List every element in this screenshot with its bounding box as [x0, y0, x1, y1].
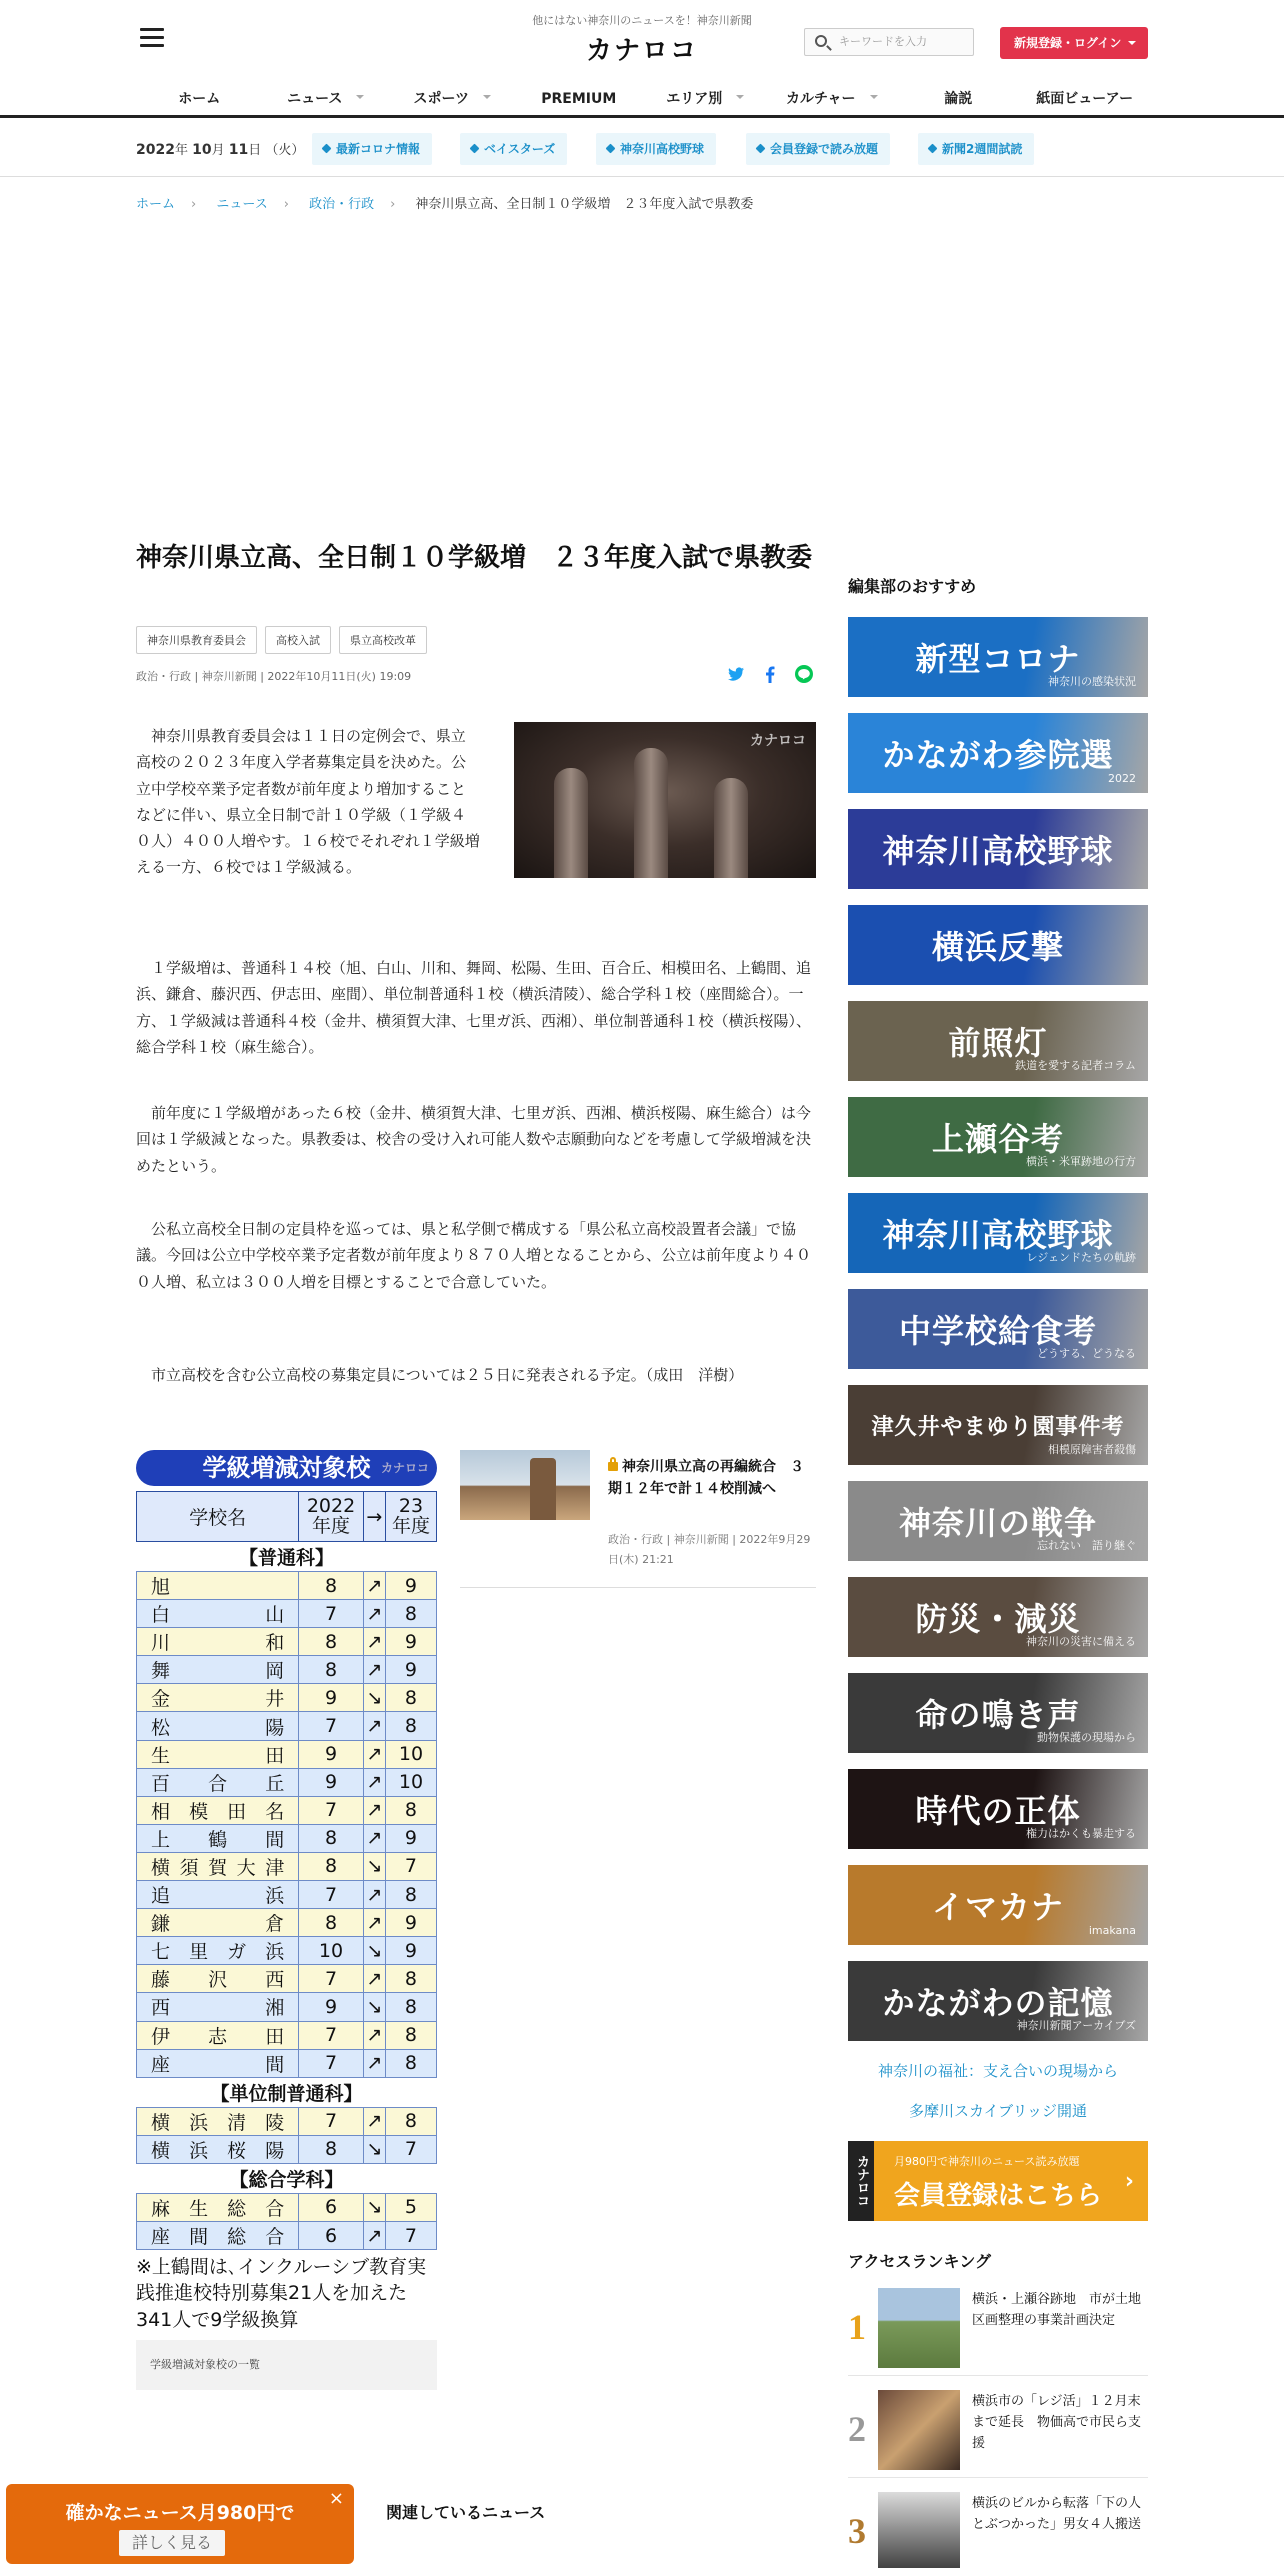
ranking-number: 2 — [848, 2409, 866, 2449]
promo-text: 確かなニュース月980円で — [65, 2502, 295, 2524]
table-cell-to: 8 — [385, 1965, 436, 1993]
article-tags — [136, 626, 427, 654]
recommend-banner-subtitle: どうする、どうなる — [1037, 1347, 1136, 1360]
table-cell-dir: ↗ — [363, 1600, 385, 1628]
recommend-banner-subtitle: 動物保護の現場から — [1037, 1731, 1136, 1744]
table-row — [137, 1628, 437, 1656]
table-cell-dir: ↗ — [363, 2107, 385, 2135]
table-cell-dir: ↗ — [363, 1909, 385, 1937]
breadcrumb-politics[interactable]: 政治・行政 — [309, 197, 375, 212]
recommend-banner[interactable] — [848, 1097, 1148, 1177]
ranking-title[interactable]: 横浜のビルから転落「下の人とぶつかった」男女４人搬送 — [972, 2496, 1142, 2532]
table-cell-from: 7 — [299, 1965, 364, 1993]
col-from-label: 2022 年度 — [306, 1494, 356, 1537]
related-article-meta: 政治・行政 | 神奈川新聞 | 2022年9月29日(木) 21:21 — [608, 1533, 811, 1566]
member-banner-main: 会員登録はこちら — [894, 2181, 1103, 2211]
related-article-title[interactable]: 神奈川県立高の再編統合 ３期１２年で計１４校削減へ — [608, 1459, 804, 1498]
ranking-item[interactable] — [848, 2384, 1148, 2478]
table-cell-school: 七里ガ浜 — [137, 1937, 299, 1965]
table-row — [137, 1740, 437, 1768]
table-cell-from: 7 — [299, 1881, 364, 1909]
table-cell-dir: ↗ — [363, 1656, 385, 1684]
breadcrumb-current: 神奈川県立高、全日制１０学級増 ２３年度入試で県教委 — [415, 197, 754, 212]
lock-icon — [608, 1462, 618, 1471]
recommend-banner-subtitle: 神奈川新聞アーカイブズ — [1016, 2019, 1136, 2032]
article-paragraph: １学級増は、普通科１４校（旭、白山、川和、舞岡、松陽、生田、百合丘、相模田名、上鶴間、追浜、鎌倉、藤沢西、伊志田、座間）、単位制普通科１校（横浜清陵）、総合学科１校（座間総合）。一方、１学級減は普通科４校（金井、横須賀大津、七里ガ浜、西湘）、単位制普通科１校（横浜桜陽）、総合学科１校（麻生総合）。 — [136, 959, 812, 1056]
recommend-banner-subtitle: 神奈川の災害に備える — [1026, 1635, 1136, 1648]
table-cell-from: 8 — [299, 2135, 364, 2163]
recommend-banner[interactable] — [848, 1193, 1148, 1273]
recommend-banner[interactable] — [848, 713, 1148, 793]
table-cell-to: 8 — [385, 1712, 436, 1740]
table-section-row — [137, 1542, 437, 1572]
article-photo[interactable] — [514, 722, 816, 878]
login-button[interactable]: 新規登録・ログイン — [1000, 27, 1148, 59]
recommend-banner[interactable] — [848, 1385, 1148, 1465]
table-cell-school: 西湘 — [137, 1993, 299, 2021]
sidebar-link-skybridge[interactable]: 多摩川スカイブリッジ開通 — [909, 2102, 1087, 2120]
table-cell-from: 7 — [299, 1712, 364, 1740]
table-cell-school: 松陽 — [137, 1712, 299, 1740]
table-cell-dir: ↗ — [363, 2021, 385, 2049]
tag-baystars[interactable]: ベイスターズ — [460, 133, 567, 165]
table-cell-school: 川和 — [137, 1628, 299, 1656]
table-cell-school: 横須賀大津 — [137, 1852, 299, 1880]
tag-trial[interactable]: 新聞2週間試読 — [918, 133, 1034, 165]
table-row — [137, 2049, 437, 2077]
table-cell-dir: ↗ — [363, 1768, 385, 1796]
article-paragraph: 前年度に１学級増があった６校（金井、横須賀大津、七里ガ浜、西湘、横浜桜陽、麻生総合）は今回は１学級減となった。県教委は、校舎の受け入れ可能人数や志願動向などを考慮して学級増減を決めたという。 — [136, 1104, 812, 1175]
date-tag-bar — [0, 121, 1284, 177]
table-row — [137, 1768, 437, 1796]
table-cell-school: 座間 — [137, 2049, 299, 2077]
table-cell-from: 8 — [299, 1656, 364, 1684]
recommend-banner-subtitle: 神奈川の感染状況 — [1048, 675, 1136, 688]
ranking-thumbnail[interactable] — [878, 2288, 960, 2368]
table-row — [137, 1852, 437, 1880]
table-cell-from: 8 — [299, 1852, 364, 1880]
table-cell-school: 追浜 — [137, 1881, 299, 1909]
table-cell-dir: ↗ — [363, 1824, 385, 1852]
recommend-banner-title: かながわ参院選 — [882, 736, 1114, 774]
chevron-down-icon — [483, 95, 491, 103]
class-change-figure[interactable] — [136, 1450, 437, 2333]
table-cell-dir: ↗ — [363, 1881, 385, 1909]
table-cell-dir: ↘ — [363, 2135, 385, 2163]
table-cell-to: 8 — [385, 1684, 436, 1712]
member-banner-brand: カナロコ — [848, 2141, 874, 2221]
ranking-thumbnail[interactable] — [878, 2390, 960, 2470]
table-body — [137, 1542, 437, 2250]
table-cell-from: 9 — [299, 1768, 364, 1796]
table-cell-dir: ↗ — [363, 1796, 385, 1824]
site-header — [0, 0, 1284, 118]
chevron-down-icon — [356, 95, 364, 103]
table-cell-dir: ↘ — [363, 1684, 385, 1712]
promo-details-button[interactable]: 詳しく見る — [119, 2530, 225, 2556]
member-banner-small: 月980円で神奈川のニュース読み放題 — [894, 2155, 1080, 2168]
table-row — [137, 1965, 437, 1993]
member-register-banner[interactable] — [848, 2141, 1148, 2221]
nav-viewer[interactable]: 紙面ビューアー — [1036, 91, 1134, 107]
article-tag[interactable]: 高校入試 — [265, 626, 331, 654]
ranking-title[interactable]: 横浜・上瀬谷跡地 市が土地区画整理の事業計画決定 — [972, 2292, 1142, 2328]
table-cell-school: 百合丘 — [137, 1768, 299, 1796]
table-cell-to: 9 — [385, 1824, 436, 1852]
nav-news[interactable]: ニュース — [263, 86, 390, 112]
table-row — [137, 1656, 437, 1684]
current-date: 2022年 10月 11日 （火） — [136, 142, 305, 158]
table-row — [137, 1824, 437, 1852]
table-cell-from: 9 — [299, 1740, 364, 1768]
twitter-share-icon[interactable] — [726, 664, 746, 684]
table-cell-to: 8 — [385, 2107, 436, 2135]
breadcrumb-news[interactable]: ニュース — [216, 197, 268, 212]
table-cell-to: 9 — [385, 1572, 436, 1600]
nav-culture[interactable]: カルチャー — [769, 86, 896, 112]
col-from — [299, 1492, 364, 1542]
class-change-table — [136, 1491, 437, 2250]
article-meta: 政治・行政 | 神奈川新聞 | 2022年10月11日(火) 19:09 — [136, 670, 412, 683]
table-row — [137, 2193, 437, 2221]
recommend-banner[interactable] — [848, 1673, 1148, 1753]
table-cell-school: 麻生総合 — [137, 2193, 299, 2221]
article-title: 神奈川県立高、全日制１０学級増 ２３年度入試で県教委 — [136, 543, 813, 573]
related-news-heading: 関連しているニュース — [386, 2503, 546, 2522]
photo-watermark: カナロコ — [750, 733, 806, 749]
chevron-down-icon — [870, 95, 878, 103]
table-cell-to: 8 — [385, 1993, 436, 2021]
table-cell-school: 舞岡 — [137, 1656, 299, 1684]
nav-home[interactable]: ホーム — [178, 91, 221, 107]
table-cell-from: 8 — [299, 1909, 364, 1937]
table-cell-school: 生田 — [137, 1740, 299, 1768]
article-paragraph: 公私立高校全日制の定員枠を巡っては、県と私学側で構成する「県公私立高校設置者会議」で協議。今回は公立中学校卒業予定者数が前年度より８７０人増となることから、公立は前年度より４００人増、私立は３００人増を目標とすることで合意していた。 — [136, 1220, 812, 1291]
table-cell-dir: ↗ — [363, 1628, 385, 1656]
table-row — [137, 1572, 437, 1600]
col-arrow: → — [363, 1492, 385, 1542]
recommend-banner[interactable] — [848, 1481, 1148, 1561]
recommend-banner-subtitle: 権力はかくも暴走する — [1026, 1827, 1136, 1840]
recommend-banner-title: 防災・減災 — [915, 1600, 1081, 1638]
table-cell-to: 8 — [385, 1600, 436, 1628]
table-cell-from: 9 — [299, 1684, 364, 1712]
table-cell-school: 上鶴間 — [137, 1824, 299, 1852]
recommend-banner[interactable] — [848, 1769, 1148, 1849]
recommend-banner[interactable] — [848, 809, 1148, 889]
ranking-heading: アクセスランキング — [848, 2252, 992, 2271]
nav-sports[interactable]: スポーツ — [389, 86, 516, 112]
site-logo[interactable]: カナロコ — [585, 36, 698, 66]
table-section-row — [137, 2163, 437, 2193]
table-section-label: 【総合学科】 — [137, 2163, 437, 2193]
table-section-label: 【普通科】 — [137, 1542, 437, 1572]
search-input[interactable] — [804, 28, 974, 56]
table-cell-from: 7 — [299, 2021, 364, 2049]
ranking-number: 3 — [848, 2511, 866, 2551]
nav-area[interactable]: エリア別 — [642, 86, 769, 112]
article-tag[interactable]: 県立高校改革 — [339, 626, 427, 654]
table-row — [137, 2107, 437, 2135]
recommend-banner[interactable] — [848, 1001, 1148, 1081]
table-cell-to: 10 — [385, 1768, 436, 1796]
search-placeholder: キーワードを入力 — [839, 35, 927, 48]
table-cell-from: 9 — [299, 1993, 364, 2021]
table-cell-from: 7 — [299, 2049, 364, 2077]
ranking-thumbnail[interactable] — [878, 2492, 960, 2568]
table-cell-from: 6 — [299, 2221, 364, 2249]
table-cell-school: 旭 — [137, 1572, 299, 1600]
table-cell-to: 7 — [385, 2221, 436, 2249]
tag-highschool-baseball[interactable]: 神奈川高校野球 — [596, 133, 716, 165]
table-cell-dir: ↗ — [363, 2049, 385, 2077]
ranking-item[interactable] — [848, 2282, 1148, 2376]
table-cell-from: 8 — [299, 1824, 364, 1852]
subscription-promo[interactable] — [6, 2484, 354, 2564]
table-cell-to: 9 — [385, 1909, 436, 1937]
recommend-banner-title: 命の鳴き声 — [915, 1696, 1081, 1734]
recommend-banner-title: 神奈川の戦争 — [898, 1504, 1097, 1542]
recommend-banner[interactable] — [848, 1865, 1148, 1945]
table-row — [137, 1937, 437, 1965]
table-cell-to: 8 — [385, 2049, 436, 2077]
tag-member-unlimited[interactable]: 会員登録で読み放題 — [746, 133, 890, 165]
recommend-banner[interactable] — [848, 905, 1148, 985]
table-cell-from: 7 — [299, 2107, 364, 2135]
table-row — [137, 1796, 437, 1824]
table-cell-to: 7 — [385, 1852, 436, 1880]
figure-caption: 学級増減対象校の一覧 — [136, 2340, 437, 2390]
table-cell-dir: ↗ — [363, 1740, 385, 1768]
recommend-banner-title: 中学校給食考 — [898, 1312, 1097, 1350]
tag-corona[interactable]: 最新コロナ情報 — [312, 133, 432, 165]
line-share-icon[interactable] — [794, 664, 814, 684]
table-cell-to: 9 — [385, 1937, 436, 1965]
recommend-banner-title: 横浜反撃 — [931, 928, 1064, 966]
recommend-banner-title: 津久井やまゆり園事件考 — [871, 1414, 1125, 1440]
table-cell-to: 8 — [385, 1881, 436, 1909]
related-article-card[interactable] — [460, 1450, 816, 1588]
table-row — [137, 1712, 437, 1740]
table-cell-school: 横浜清陵 — [137, 2107, 299, 2135]
table-cell-school: 金井 — [137, 1684, 299, 1712]
main-nav — [136, 86, 1148, 112]
search-icon — [815, 35, 827, 47]
recommend-banner-title: 新型コロナ — [915, 640, 1081, 678]
facebook-share-icon[interactable] — [760, 664, 780, 684]
close-icon[interactable]: × — [328, 2488, 344, 2509]
table-cell-from: 7 — [299, 1796, 364, 1824]
table-cell-to: 5 — [385, 2193, 436, 2221]
article-paragraph: 神奈川県教育委員会は１１日の定例会で、県立高校の２０２３年度入学者募集定員を決めた。公立中学校卒業予定者数が前年度より増加することなどに伴い、県立全日制で計１０学級（１学級４０人）４００人増やす。１６校でそれぞれ１学級増える一方、６校では１学級減る。 — [136, 727, 480, 877]
recommend-banner-title: 時代の正体 — [915, 1792, 1081, 1830]
col-to — [385, 1492, 436, 1542]
recommend-banner-title: 前照灯 — [948, 1024, 1048, 1062]
recommend-banner-subtitle: 横浜・米軍跡地の行方 — [1026, 1155, 1136, 1168]
table-cell-to: 9 — [385, 1628, 436, 1656]
table-section-label: 【単位制普通科】 — [137, 2077, 437, 2107]
table-cell-school: 座間総合 — [137, 2221, 299, 2249]
site-tagline: 他にはない神奈川のニュースを！神奈川新聞 — [532, 14, 752, 27]
recommend-banner[interactable] — [848, 1577, 1148, 1657]
breadcrumb-home[interactable]: ホーム — [136, 197, 176, 212]
chevron-down-icon — [736, 95, 744, 103]
table-cell-school: 藤沢西 — [137, 1965, 299, 1993]
recommend-banner-title: 上瀬谷考 — [931, 1120, 1064, 1158]
recommend-banner-subtitle: 忘れない 語り継ぐ — [1037, 1539, 1136, 1552]
table-row — [137, 2135, 437, 2163]
recommend-banner-title: かながわの記憶 — [882, 1984, 1114, 2022]
table-cell-from: 10 — [299, 1937, 364, 1965]
recommend-banner-subtitle: imakana — [1088, 1924, 1136, 1937]
table-cell-school: 伊志田 — [137, 2021, 299, 2049]
recommend-heading: 編集部のおすすめ — [848, 577, 977, 596]
hamburger-menu-icon[interactable] — [140, 28, 164, 46]
table-cell-to: 7 — [385, 2135, 436, 2163]
table-cell-dir: ↗ — [363, 1572, 385, 1600]
recommend-banner-subtitle: 相模原障害者殺傷 — [1048, 1443, 1136, 1456]
figure-heading: 学級増減対象校 カナロコ — [136, 1450, 437, 1486]
nav-premium[interactable]: PREMIUM — [541, 91, 617, 107]
recommend-banner-subtitle: レジェンドたちの軌跡 — [1026, 1251, 1136, 1264]
table-section-row — [137, 2077, 437, 2107]
table-cell-school: 白山 — [137, 1600, 299, 1628]
table-cell-dir: ↘ — [363, 1993, 385, 2021]
figure-watermark: カナロコ — [380, 1461, 429, 1475]
table-cell-dir: ↗ — [363, 1965, 385, 1993]
table-row — [137, 1600, 437, 1628]
recommend-banner[interactable] — [848, 1961, 1148, 2041]
table-cell-dir: ↘ — [363, 2193, 385, 2221]
sidebar-link-welfare[interactable]: 神奈川の福祉：支え合いの現場から — [877, 2062, 1118, 2080]
table-cell-dir: ↘ — [363, 1852, 385, 1880]
table-cell-to: 9 — [385, 1656, 436, 1684]
table-cell-from: 7 — [299, 1600, 364, 1628]
table-cell-school: 横浜桜陽 — [137, 2135, 299, 2163]
ranking-title[interactable]: 横浜市の「レジ活」１２月末まで延長 物価高で市民ら支援 — [972, 2394, 1142, 2451]
ranking-number: 1 — [848, 2307, 866, 2347]
table-row — [137, 2021, 437, 2049]
recommend-banner-title: 神奈川高校野球 — [882, 1216, 1114, 1254]
table-cell-from: 6 — [299, 2193, 364, 2221]
table-row — [137, 1909, 437, 1937]
nav-editorial[interactable]: 論説 — [944, 91, 973, 107]
recommend-banner-subtitle: 鉄道を愛する記者コラム — [1015, 1059, 1136, 1072]
table-cell-school: 相模田名 — [137, 1796, 299, 1824]
recommend-banner[interactable] — [848, 1289, 1148, 1369]
table-cell-to: 8 — [385, 1796, 436, 1824]
table-cell-from: 8 — [299, 1628, 364, 1656]
article-tag[interactable]: 神奈川県教育委員会 — [136, 626, 257, 654]
table-cell-from: 8 — [299, 1572, 364, 1600]
col-school: 学校名 — [137, 1492, 299, 1542]
article-paragraph: 市立高校を含む公立高校の募集定員については２５日に発表される予定。（成田 洋樹） — [151, 1366, 744, 1384]
table-cell-dir: ↗ — [363, 2221, 385, 2249]
table-cell-dir: ↘ — [363, 1937, 385, 1965]
col-to-label: 23 年度 — [391, 1494, 430, 1537]
recommend-banner[interactable] — [848, 617, 1148, 697]
recommend-banner-title: イマカナ — [931, 1888, 1064, 1926]
related-article-thumbnail[interactable] — [460, 1450, 590, 1520]
recommend-banner-title: 神奈川高校野球 — [882, 832, 1114, 870]
table-row — [137, 1993, 437, 2021]
recommend-banner-subtitle: 2022 — [1108, 772, 1136, 785]
figure-note: ※上鶴間は､インクルーシブ教育実践推進校特別募集21人を加えた341人で9学級換算 — [136, 2256, 427, 2331]
table-cell-dir: ↗ — [363, 1712, 385, 1740]
table-cell-to: 10 — [385, 1740, 436, 1768]
table-row — [137, 1684, 437, 1712]
table-cell-school: 鎌倉 — [137, 1909, 299, 1937]
chevron-right-icon: › — [1124, 2169, 1134, 2194]
table-row — [137, 2221, 437, 2249]
ranking-item[interactable] — [848, 2486, 1148, 2568]
table-cell-to: 8 — [385, 2021, 436, 2049]
table-row — [137, 1881, 437, 1909]
breadcrumb: ホーム › ニュース › 政治・行政 › 神奈川県立高、全日制１０学級増 ２３年度入試で県教委 — [136, 193, 753, 212]
